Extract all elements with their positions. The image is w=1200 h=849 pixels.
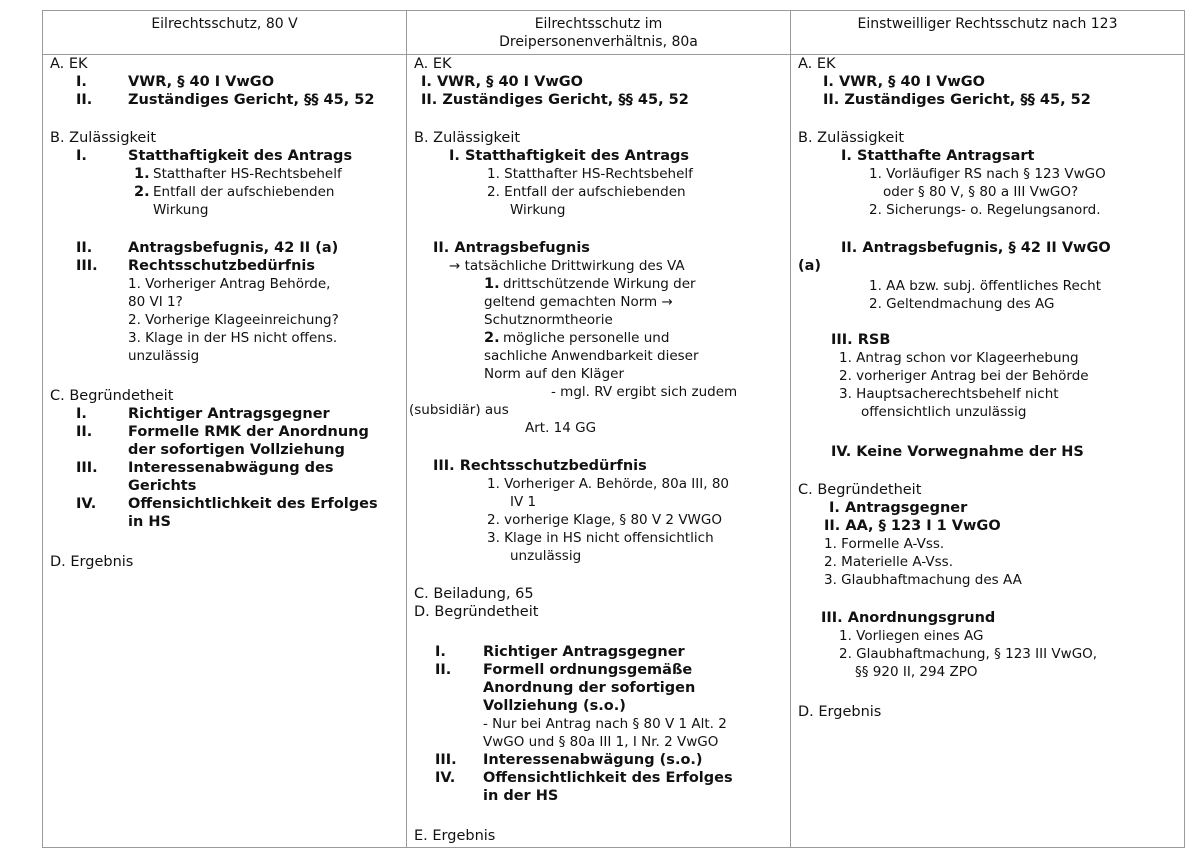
item-text: Richtiger Antragsgegner — [483, 644, 685, 660]
item-number: II. — [76, 92, 93, 108]
item-text: Interessenabwägung des — [128, 460, 334, 476]
item-text: III. Anordnungsgrund — [821, 610, 996, 626]
section-heading: D. Begründetheit — [414, 604, 539, 620]
item-text: Interessenabwägung (s.o.) — [483, 752, 703, 768]
sub-item-text: 1. Formelle A-Vss. — [824, 536, 945, 552]
sub-item-text: - Nur bei Antrag nach § 80 V 1 Alt. 2 — [483, 716, 727, 732]
sub-item-text: sachliche Anwendbarkeit dieser — [484, 348, 699, 364]
sub-item-text: - mgl. RV ergibt sich zudem — [551, 384, 738, 400]
sub-item-text: unzulässig — [128, 348, 200, 364]
item-number: IV. — [76, 496, 97, 512]
item-text: II. Zuständiges Gericht, §§ 45, 52 — [421, 92, 689, 108]
sub-item-text: geltend gemachten Norm → — [484, 294, 673, 310]
item-text: Rechtsschutzbedürfnis — [128, 258, 316, 274]
sub-item-text: 3. Klage in der HS nicht offens. — [128, 330, 338, 346]
item-text: Offensichtlichkeit des Erfolges — [128, 496, 378, 512]
item-text: Formell ordnungsgemäße — [483, 662, 693, 678]
sub-item-text: unzulässig — [510, 548, 582, 564]
sub-item-text: Statthafter HS-Rechtsbehelf — [153, 166, 342, 182]
sub-item-text: Schutznormtheorie — [484, 312, 613, 328]
section-heading: B. Zulässigkeit — [50, 130, 157, 146]
item-text: II. Zuständiges Gericht, §§ 45, 52 — [823, 92, 1091, 108]
column-title: Einstweilliger Rechtsschutz nach 123 — [857, 16, 1118, 32]
sub-item-text: 3. Klage in HS nicht offensichtlich — [487, 530, 714, 546]
sub-item-text: oder § 80 V, § 80 a III VwGO? — [883, 184, 1079, 200]
sub-item-text: → tatsächliche Drittwirkung des VA — [449, 258, 685, 274]
sub-item-text: 2. vorherige Klage, § 80 V 2 VWGO — [487, 512, 722, 528]
sub-item-text: offensichtlich unzulässig — [861, 404, 1027, 420]
sub-item-text: 2. vorheriger Antrag bei der Behörde — [839, 368, 1089, 384]
item-text: in der HS — [483, 788, 559, 804]
sub-item-text: 1. AA bzw. subj. öffentliches Recht — [869, 278, 1102, 294]
column-eilrechtsschutz-80v — [43, 11, 407, 847]
section-heading: D. Ergebnis — [798, 704, 882, 720]
sub-item-text: 2. Vorherige Klageeinreichung? — [128, 312, 339, 328]
item-text: II. AA, § 123 I 1 VwGO — [824, 518, 1001, 534]
column-title-line: Dreipersonenverhältnis, 80a — [499, 34, 698, 50]
sub-item-text: VwGO und § 80a III 1, I Nr. 2 VwGO — [483, 734, 719, 750]
item-text: III. Rechtsschutzbedürfnis — [433, 458, 647, 474]
sub-item-text: 2. Geltendmachung des AG — [869, 296, 1055, 312]
item-text: Gerichts — [128, 478, 197, 494]
item-number: I. — [76, 148, 87, 164]
sub-item-text: 2. Sicherungs- o. Regelungsanord. — [869, 202, 1101, 218]
item-text: III. RSB — [831, 332, 891, 348]
sub-item-text: drittschützende Wirkung der — [503, 276, 696, 292]
item-number: II. — [435, 662, 452, 678]
column-einstweiliger-rechtsschutz-123 — [791, 11, 1184, 847]
item-text: VWR, § 40 I VwGO — [128, 74, 275, 90]
item-text: Offensichtlichkeit des Erfolges — [483, 770, 733, 786]
item-text: (a) — [798, 258, 822, 274]
item-text: I. Statthafte Antragsart — [841, 148, 1035, 164]
sub-item-number: 2. — [134, 184, 150, 200]
column-title-line: Eilrechtsschutz im — [534, 16, 663, 32]
item-text: IV. Keine Vorwegnahme der HS — [831, 444, 1084, 460]
item-text: Antragsbefugnis, 42 II (a) — [128, 240, 339, 256]
sub-item-text: 1. Statthafter HS-Rechtsbehelf — [487, 166, 693, 182]
item-text: Anordnung der sofortigen — [483, 680, 696, 696]
column-title: Eilrechtsschutz, 80 V — [151, 16, 298, 32]
sub-item-text: 1. Antrag schon vor Klageerhebung — [839, 350, 1079, 366]
item-text: Vollziehung (s.o.) — [483, 698, 626, 714]
item-text: I. VWR, § 40 I VwGO — [421, 74, 583, 90]
sub-item-text: Entfall der aufschiebenden — [153, 184, 335, 200]
sub-item-text: 2. Materielle A-Vss. — [824, 554, 954, 570]
sub-item-text: 1. Vorheriger A. Behörde, 80a III, 80 — [487, 476, 729, 492]
sub-item-number: 1. — [484, 276, 500, 292]
sub-item-text: 2. Entfall der aufschiebenden — [487, 184, 686, 200]
item-number: III. — [76, 258, 98, 274]
section-heading: B. Zulässigkeit — [798, 130, 905, 146]
sub-item-text: 1. Vorliegen eines AG — [839, 628, 984, 644]
item-text: der sofortigen Vollziehung — [128, 442, 345, 458]
sub-item-number: 2. — [484, 330, 500, 346]
sub-item-text: 1. Vorläufiger RS nach § 123 VwGO — [869, 166, 1106, 182]
item-text: Formelle RMK der Anordnung — [128, 424, 369, 440]
section-heading: B. Zulässigkeit — [414, 130, 521, 146]
sub-item-text: Wirkung — [153, 202, 209, 218]
item-text: I. Statthaftigkeit des Antrags — [449, 148, 690, 164]
item-text: II. Antragsbefugnis, § 42 II VwGO — [841, 240, 1111, 256]
sub-item-text: (subsidiär) aus — [409, 402, 509, 418]
comparison-table — [42, 10, 1185, 848]
item-number: III. — [76, 460, 98, 476]
item-text: Richtiger Antragsgegner — [128, 406, 330, 422]
sub-item-text: 3. Hauptsacherechtsbehelf nicht — [839, 386, 1059, 402]
sub-item-text: Wirkung — [510, 202, 566, 218]
item-number: II. — [76, 424, 93, 440]
sub-item-text: 3. Glaubhaftmachung des AA — [824, 572, 1022, 588]
item-text: Statthaftigkeit des Antrags — [128, 148, 353, 164]
sub-item-number: 1. — [134, 166, 150, 182]
section-heading: A. EK — [798, 56, 836, 72]
item-text: Zuständiges Gericht, §§ 45, 52 — [128, 92, 375, 108]
section-heading: E. Ergebnis — [414, 828, 496, 844]
sub-item-text: IV 1 — [510, 494, 537, 510]
item-text: I. Antragsgegner — [829, 500, 968, 516]
sub-item-text: 1. Vorheriger Antrag Behörde, — [128, 276, 331, 292]
sub-item-text: 2. Glaubhaftmachung, § 123 III VwGO, — [839, 646, 1098, 662]
sub-item-text: mögliche personelle und — [503, 330, 670, 346]
sub-item-text: Norm auf den Kläger — [484, 366, 625, 382]
item-number: I. — [435, 644, 446, 660]
section-heading: C. Begründetheit — [50, 388, 174, 404]
section-heading: A. EK — [50, 56, 88, 72]
column-header — [791, 11, 1184, 55]
item-number: II. — [76, 240, 93, 256]
sub-item-text: Art. 14 GG — [525, 420, 597, 436]
column-eilrechtsschutz-80a — [407, 11, 791, 847]
item-number: I. — [76, 74, 87, 90]
item-text: II. Antragsbefugnis — [433, 240, 590, 256]
item-number: I. — [76, 406, 87, 422]
sub-item-text: 80 VI 1? — [128, 294, 183, 310]
item-text: in HS — [128, 514, 171, 530]
section-heading: C. Beiladung, 65 — [414, 586, 534, 602]
section-heading: D. Ergebnis — [50, 554, 134, 570]
item-number: III. — [435, 752, 457, 768]
column-header — [43, 11, 406, 55]
sub-item-text: §§ 920 II, 294 ZPO — [855, 664, 978, 680]
item-number: IV. — [435, 770, 456, 786]
section-heading: C. Begründetheit — [798, 482, 922, 498]
item-text: I. VWR, § 40 I VwGO — [823, 74, 985, 90]
section-heading: A. EK — [414, 56, 452, 72]
column-header — [407, 11, 790, 55]
